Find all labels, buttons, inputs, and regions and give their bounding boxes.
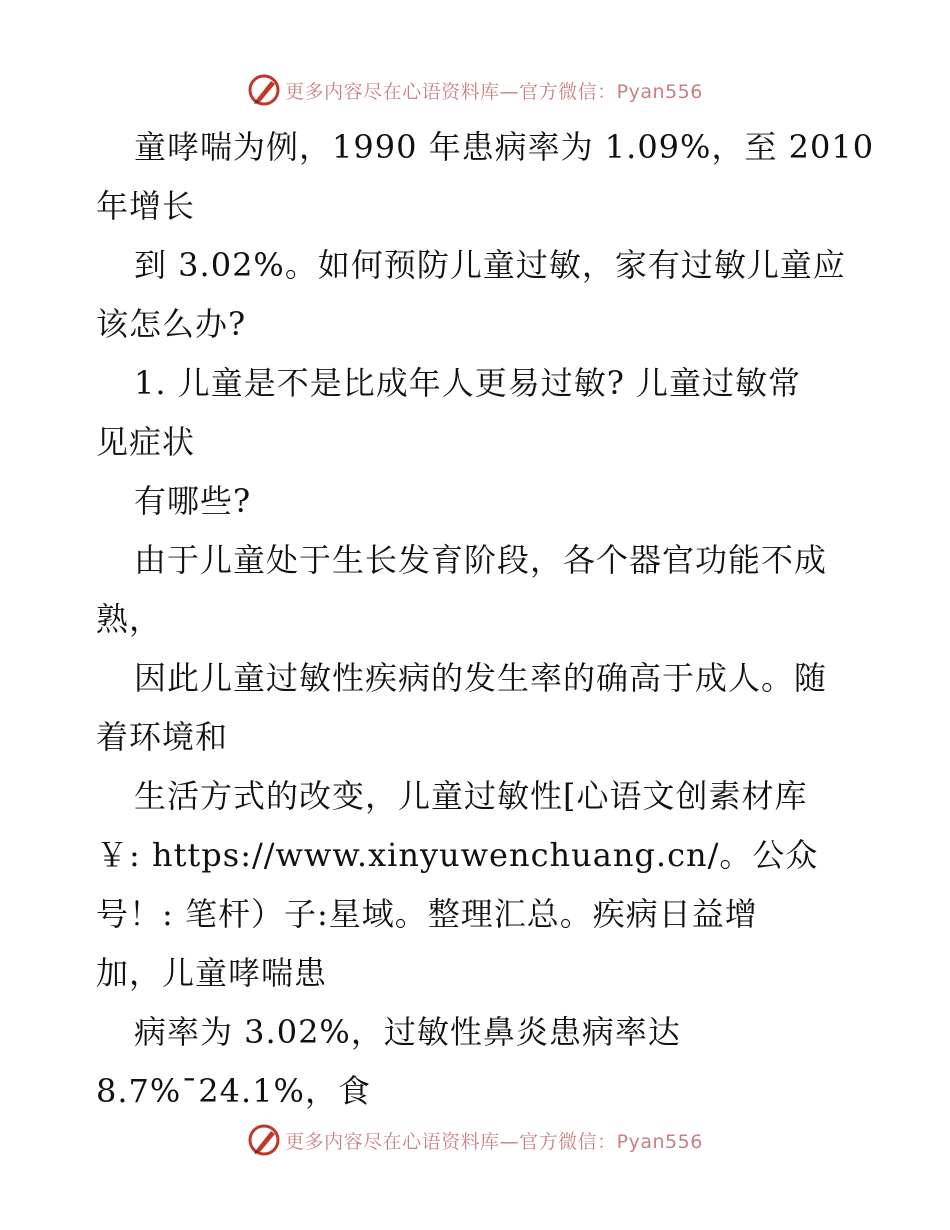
footer-banner xyxy=(0,1120,950,1160)
body-line: 着环境和 xyxy=(96,718,229,756)
body-line: 1. 儿童是不是比成年人更易过敏? 儿童过敏常 xyxy=(134,364,802,402)
body-line: 号！: 笔杆）子:星域。整理汇总。疾病日益增 xyxy=(96,895,758,933)
pen-logo-icon xyxy=(247,1123,281,1157)
body-line: 熟， xyxy=(96,600,163,638)
body-line: 生活方式的改变，儿童过敏性[心语文创素材库 xyxy=(134,777,808,815)
body-line: 加，儿童哮喘患 xyxy=(96,954,328,992)
body-line: 该怎么办? xyxy=(96,305,247,343)
banner-text: 更多内容尽在心语资料库—官方微信：Pyan556 xyxy=(285,1130,703,1153)
body-line: 到 3.02%。如何预防儿童过敏，家有过敏儿童应 xyxy=(134,246,846,284)
banner-text: 更多内容尽在心语资料库—官方微信：Pyan556 xyxy=(285,80,703,103)
body-line: 年增长 xyxy=(96,187,196,225)
body-line: 见症状 xyxy=(96,423,196,461)
body-line: 童哮喘为例，1990 年患病率为 1.09%，至 2010 xyxy=(134,128,875,166)
body-line: 因此儿童过敏性疾病的发生率的确高于成人。随 xyxy=(134,659,828,697)
body-line: ￥: https://www.xinyuwenchuang.cn/。公众 xyxy=(96,836,819,874)
body-line: 8.7%¯24.1%，食 xyxy=(96,1072,371,1110)
body-line: 有哪些? xyxy=(134,482,252,520)
body-line: 病率为 3.02%，过敏性鼻炎患病率达 xyxy=(134,1013,681,1051)
body-line: 由于儿童处于生长发育阶段，各个器官功能不成 xyxy=(134,541,828,579)
